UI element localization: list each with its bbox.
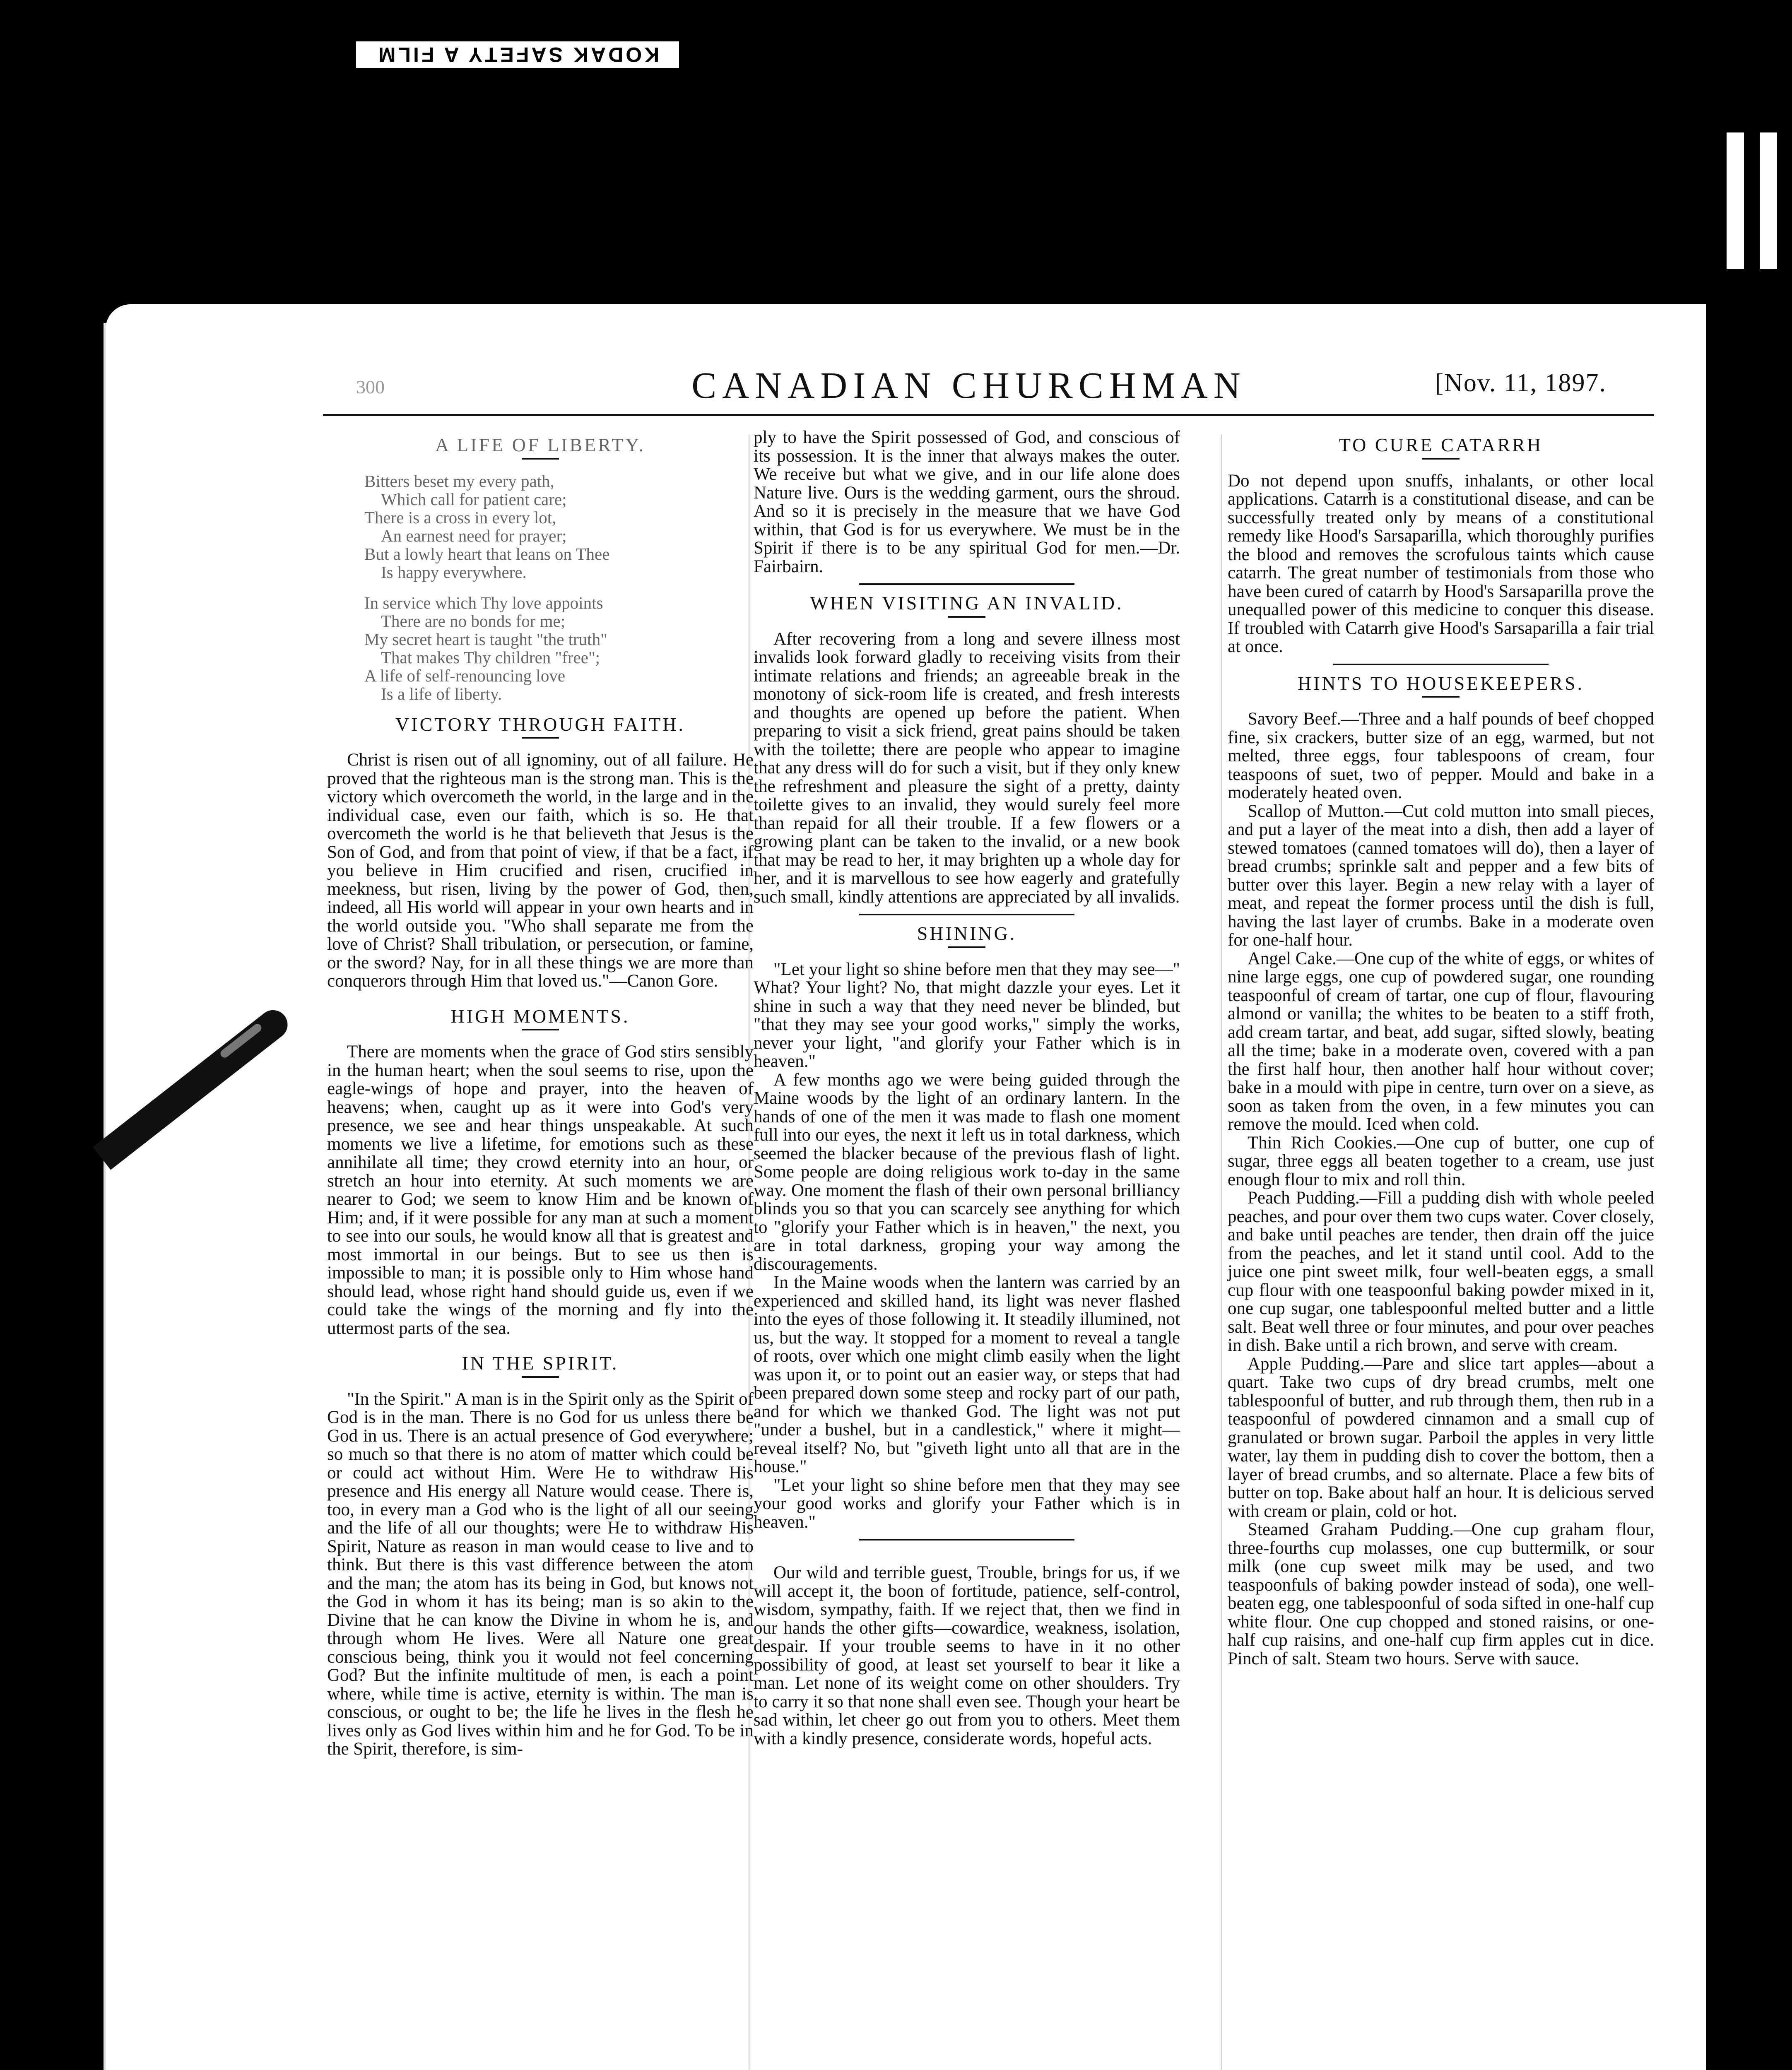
headline-rule xyxy=(948,616,985,618)
article-shining-p1: "Let your light so shine before men that they may see—" What? Your light? No, that might dazzle your eyes. Let it shine in such a way that they need never be blinded, but "that they may see your good works," simply the works, never your light, "and glorify your Father which is in heaven." xyxy=(754,959,1180,1071)
recipe-thin-rich-cookies: Thin Rich Cookies.—One cup of butter, one cup of sugar, three eggs all beaten together to a cream, use just enough flour to mix and roll thin. xyxy=(1228,1133,1654,1189)
masthead xyxy=(327,364,1611,414)
poem-line: There is a cross in every lot, xyxy=(364,508,556,527)
recipe-savory-beef: Savory Beef.—Three and a half pounds of beef chopped fine, six crackers, butter size of an egg, warmed, but not melted, three eggs, four tablespoons of cream, four teaspoons of suet, two of pepper. Mould and bake in a moderately heated oven. xyxy=(1228,709,1654,802)
article-divider xyxy=(859,1539,1074,1540)
recipe-apple-pudding: Apple Pudding.—Pare and slice tart apples—about a quart. Take two cups of dry bread crumbs, melt one tablespoonful of butter, and rub through them, then rub in a teaspoonful of powdered cinnamon and a small cup of granulated or brown sugar. Parboil the apples in very little water, lay them in pudding dish to cover the bottom, then a layer of bread crumbs, and so alternate. Place a few bits of butter on top. Bake about half an hour. It is delicious served with cream or plain, cold or hot. xyxy=(1228,1354,1654,1521)
headline-shining: SHINING. xyxy=(917,923,1017,944)
article-in-the-spirit-continued: ply to have the Spirit possessed of God, and conscious of its possession. It is the inner that always makes the outer. We receive but what we give, and in our life alone does Nature live. Ours is the wedding garment, ours the shroud. And so it is precisely in the measure that we have God within, that God is for us everywhere. We must be in the Spirit if there is to be any spiritual God for men.—Dr. Fairbairn. xyxy=(754,428,1180,576)
recipe-scallop-mutton: Scallop of Mutton.—Cut cold mutton into small pieces, and put a layer of the meat into a dish, then add a layer of stewed tomatoes (canned tomatoes will do), then a layer of bread crumbs; sprinkle salt and pepper and a few bits of butter over this layer. Begin a new relay with a layer of meat, and repeat the former process until the dish is full, having the last layer of crumbs. Bake in a moderate oven for one-half hour. xyxy=(1228,801,1654,950)
headline-rule xyxy=(948,946,985,948)
poem-line: There are no bonds for me; xyxy=(381,611,566,631)
article-shining-p2: A few months ago we were being guided through the Maine woods by the light of an ordinary lantern. In the hands of one of the men it was made to flash one moment full into our eyes, the next it left us in total darkness, which seemed the blacker because of the previous flash of light. Some people are doing religious work to-day in the same way. One moment the flash of their own personal brilliancy blinds you so that you can scarcely see anything for which to "glorify your Father which is in heaven," the next, you are in total darkness, groping your way among the discouragements. xyxy=(754,1070,1180,1274)
article-divider xyxy=(859,914,1074,915)
poem-stanza-2 xyxy=(327,594,754,703)
article-victory-body: Christ is risen out of all ignominy, out of all failure. He proved that the righteous man is the strong man. This is the victory which overcometh the world, in the large and in the individual case, even our faith, which is so. He that overcometh the world is he that believeth that Jesus is the Son of God, and from that point of view, if that be a fact, if you believe in Him crucified and risen, crucified in meekness, but risen, living by the power of God, then, indeed, all His world will appear in your own hearts and in the world outside you. "Who shall separate me from the love of Christ? Shall tribulation, or persecution, or famine, or the sword? Nay, for in all these things we are more than conquerors through Him that loved us."—Canon Gore. xyxy=(327,750,754,991)
headline-rule xyxy=(522,458,559,460)
article-invalid-body: After recovering from a long and severe illness most invalids look forward gladly to receiving visits from their intimate relations and friends; an agreeable break in the monotony of sick-room life is created, and fresh interests and thoughts are opened up before the patient. When preparing to visit a sick friend, great pains should be taken with the toilette; there are people who appear to imagine that any dress will do for such a visit, but if they only knew the refreshment and pleasure the sight of a pretty, dainty toilette gives to an invalid, they would surely feel more than repaid for all their trouble. If a few flowers or a growing plant can be taken to the invalid, or a new book that may be read to her, it may brighten up a whole day for her, and it is marvellous to see how eagerly and gratefully such small, kindly attentions are appreciated by all invalids. xyxy=(754,629,1180,907)
column-1 xyxy=(327,428,754,1759)
poem-line: In service which Thy love appoints xyxy=(364,593,603,612)
poem-line: My secret heart is taught "the truth" xyxy=(364,629,607,649)
headline-high-moments: HIGH MOMENTS. xyxy=(450,1005,630,1027)
article-shining-p4: "Let your light so shine before men that they may see your good works and glorify your Father which is in heaven." xyxy=(754,1475,1180,1532)
article-catarrh-body: Do not depend upon snuffs, inhalants, or other local applications. Catarrh is a constitutional disease, and can be successfully treated only by means of a constitutional remedy like Hood's Sarsaparilla, which thoroughly purifies the blood and removes the scrofulous taints which cause catarrh. The great number of testimonials from those who have been cured of catarrh by Hood's Sarsaparilla prove the unequalled power of this medicine to conquer this disease. If troubled with Catarrh give Hood's Sarsaparilla a fair trial at once. xyxy=(1228,471,1654,656)
poem-line: But a lowly heart that leans on Thee xyxy=(364,544,610,563)
film-sprocket-marks-top xyxy=(1727,132,1785,269)
headline-rule xyxy=(522,737,559,739)
poem-line: Which call for patient care; xyxy=(381,489,567,509)
page-number: 300 xyxy=(356,376,385,397)
headline-victory: VICTORY THROUGH FAITH. xyxy=(395,713,685,735)
article-divider xyxy=(1333,664,1549,665)
poem-stanza-1 xyxy=(327,472,754,581)
poem-line: Bitters beset my every path, xyxy=(364,471,554,491)
headline-rule xyxy=(1422,458,1460,460)
article-trouble-body: Our wild and terrible guest, Trouble, brings for us, if we will accept it, the boon of fortitude, patience, self-control, wisdom, sympathy, faith. If we reject that, then we find in our hands the other gifts—cowardice, weakness, isolation, despair. If your trouble seems to have in it no other possibility of good, at least set yourself to bear it like a man. Let none of its weight come on other shoulders. Try to carry it so that none shall even see. Though your heart be sad within, let cheer go out from you to others. Meet them with a kindly presence, considerate words, hopeful acts. xyxy=(754,1563,1180,1748)
article-high-moments-body: There are moments when the grace of God stirs sensibly in the human heart; when the soul seems to rise, upon the eagle-wings of hope and prayer, into the heaven of heavens; when, caught up as it were into God's very presence, we see and hear things unspeakable. At such moments we live a lifetime, for emotions such as these annihilate all time; they crowd eternity into an hour, or stretch an hour into eternity. At such moments we are nearer to God; we seem to know Him and be known of Him; and, if it were possible for any man at such a moment to see into our souls, he would know all that is greatest and most immortal in our beings. But to see us then is impossible to man; it is possible only to Him whose hand should lead, whose right hand should guide us, even if we could take the wings of the morning and fly into the uttermost parts of the sea. xyxy=(327,1042,754,1338)
film-edge-label: KODAK SAFETY A FILM xyxy=(356,41,679,68)
recipe-angel-cake: Angel Cake.—One cup of the white of eggs, or whites of nine large eggs, one cup of powdered sugar, one rounding teaspoonful of cream of tartar, one cup of flour, flavouring almond or vanilla; the whites to be beaten to a stiff froth, add cream tartar, and beat, add sugar, sifted slowly, beating all the time; bake in a moderate oven, covered with a pan the first half hour, then another half hour without cover; bake in a mould with pipe in centre, turn over on a sieve, as soon as taken from the oven, in a few minutes you can remove the mould. Iced when cold. xyxy=(1228,948,1654,1134)
headline-in-the-spirit: IN THE SPIRIT. xyxy=(462,1353,619,1374)
issue-date: [Nov. 11, 1897. xyxy=(1435,369,1607,397)
column-2 xyxy=(754,428,1180,1748)
column-3 xyxy=(1228,428,1654,1668)
poem-line: That makes Thy children "free"; xyxy=(381,647,600,667)
headline-cure-catarrh: TO CURE CATARRH xyxy=(1339,434,1543,455)
recipe-steamed-graham-pudding: Steamed Graham Pudding.—One cup graham flour, three-fourths cup molasses, one cup buttermilk, or sour milk (one cup sweet milk may be used, and two teaspoonfuls of baking powder instead of soda), one well-beaten egg, one tablespoonful of soda sifted in one-half cup white flour. One cup chopped and stoned raisins, or one-half cup raisins, and one-half cup firm apples cut in dice. Pinch of salt. Steam two hours. Serve with sauce. xyxy=(1228,1520,1654,1668)
article-in-the-spirit-body: "In the Spirit." A man is in the Spirit only as the Spirit of God is in the man. There is no God for us unless there be God in us. There is an actual presence of God everywhere; so much so that there is no atom of matter which could be or could act without Him. Were He to withdraw His presence and His energy all Nature would cease. There is, too, in every man a God who is the light of all our seeing and the life of all our thoughts; were He to withdraw His Spirit, Nature as reason in man would cease to live and to think. But there is this vast difference between the atom and the man; the atom has its being in God, but knows not the God in whom it has its being; man is so akin to the Divine that he can know the Divine in whom he is, and through whom He lives. Were all Nature one great conscious being, think you it would not feel concerning God? But the infinite multitude of men, is each a point where, while time is active, eternity is within. The man is conscious, or ought to be; the life he lives in the flesh he lives only as God lives within him and he for God. To be in the Spirit, therefore, is sim- xyxy=(327,1389,754,1759)
headline-visiting-invalid: WHEN VISITING AN INVALID. xyxy=(810,592,1124,614)
poem-line: A life of self-renouncing love xyxy=(364,666,566,685)
newspaper-title: CANADIAN CHURCHMAN xyxy=(691,365,1246,406)
poem-line: An earnest need for prayer; xyxy=(381,526,567,545)
poem-line: Is a life of liberty. xyxy=(381,684,502,703)
recipe-peach-pudding: Peach Pudding.—Fill a pudding dish with whole peeled peaches, and pour over them two cups water. Cover closely, and bake until peaches are tender, then drain off the juice from the peaches, and let it stand until cool. Add to the juice one pint sweet milk, four well-beaten eggs, a small cup flour with one teaspoonful baking powder mixed in it, one cup sugar, one tablespoonful melted butter and a little salt. Beat well three or four minutes, and pour over peaches in dish. Bake until a rich brown, and serve with cream. xyxy=(1228,1188,1654,1355)
column-divider xyxy=(1221,435,1222,2070)
headline-housekeepers: HINTS TO HOUSEKEEPERS. xyxy=(1297,672,1585,694)
poem-line: Is happy everywhere. xyxy=(381,562,527,582)
article-shining-p3: In the Maine woods when the lantern was carried by an experienced and skilled hand, its light was never flashed into the eyes of those following it. It steadily illumined, not us, but the way. It stopped for a moment to reveal a tangle of roots, over which one might climb easily when the light was upon it, or to point out an easier way, or steps that had been prepared down some steep and rocky part of our path, and for which we thanked God. The light was not put "under a bushel, but in a candlestick," where it might—reveal itself? No, but "giveth light unto all that are in the house." xyxy=(754,1273,1180,1476)
article-divider xyxy=(859,583,1074,585)
masthead-rule xyxy=(323,414,1654,416)
headline-rule xyxy=(522,1376,559,1378)
headline-rule xyxy=(1422,696,1460,698)
headline-life-of-liberty: A LIFE OF LIBERTY. xyxy=(435,434,646,455)
headline-rule xyxy=(522,1029,559,1030)
